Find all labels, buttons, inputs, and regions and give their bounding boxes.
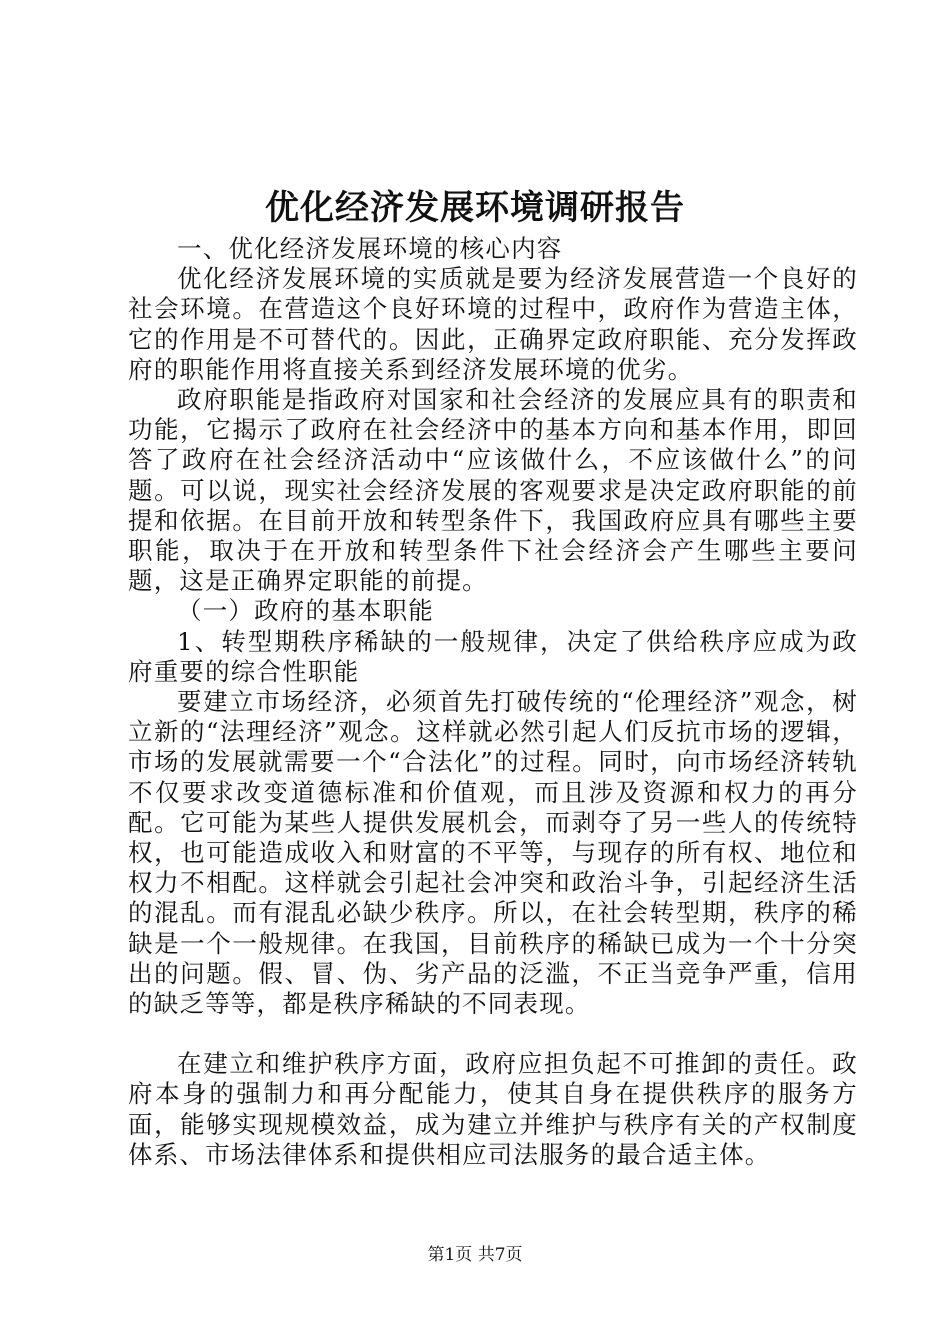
body-paragraph: 1、转型期秩序稀缺的一般规律，决定了供给秩序应成为政府重要的综合性职能 <box>128 626 858 686</box>
subsection-heading: （一）政府的基本职能 <box>177 596 434 626</box>
body-paragraph: 政府职能是指政府对国家和社会经济的发展应具有的职责和功能，它揭示了政府在社会经济中的基本方向和基本作用，即回答了政府在社会经济活动中“应该做什么，不应该做什么”的问题。可以说，现实社会经济发展的客观要求是决定政府职能的前提和依据。在目前开放和转型条件下，我国政府应具有哪些主要职能，取决于在开放和转型条件下社会经济会产生哪些主要问题，这是正确界定职能的前提。 <box>128 385 858 596</box>
document-title: 优化经济发展环境调研报告 <box>265 188 685 228</box>
page-footer: 第1页 共7页 <box>427 1245 523 1265</box>
section-heading: 一、优化经济发展环境的核心内容 <box>177 234 563 263</box>
body-paragraph: 在建立和维护秩序方面，政府应担负起不可推卸的责任。政府本身的强制力和再分配能力，使其自身在提供秩序的服务方面，能够实现规模效益，成为建立并维护与秩序有关的产权制度体系、市场法律体系和提供相应司法服务的最合适主体。 <box>128 1049 858 1169</box>
document-body <box>128 234 858 1170</box>
body-paragraph: 要建立市场经济，必须首先打破传统的“伦理经济”观念，树立新的“法理经济”观念。这样就必然引起人们反抗市场的逻辑，市场的发展就需要一个“合法化”的过程。同时，向市场经济转轨不仅要求改变道德标准和价值观，而且涉及资源和权力的再分配。它可能为某些人提供发展机会，而剥夺了另一些人的传统特权，也可能造成收入和财富的不平等，与现存的所有权、地位和权力不相配。这样就会引起社会冲突和政治斗争，引起经济生活的混乱。而有混乱必缺少秩序。所以，在社会转型期，秩序的稀缺是一个一般规律。在我国，目前秩序的稀缺已成为一个十分突出的问题。假、冒、伪、劣产品的泛滥，不正当竞争严重，信用的缺乏等等，都是秩序稀缺的不同表现。 <box>128 687 858 1019</box>
body-paragraph: 优化经济发展环境的实质就是要为经济发展营造一个良好的社会环境。在营造这个良好环境的过程中，政府作为营造主体，它的作用是不可替代的。因此，正确界定政府职能、充分发挥政府的职能作用将直接关系到经济发展环境的优劣。 <box>128 264 858 384</box>
